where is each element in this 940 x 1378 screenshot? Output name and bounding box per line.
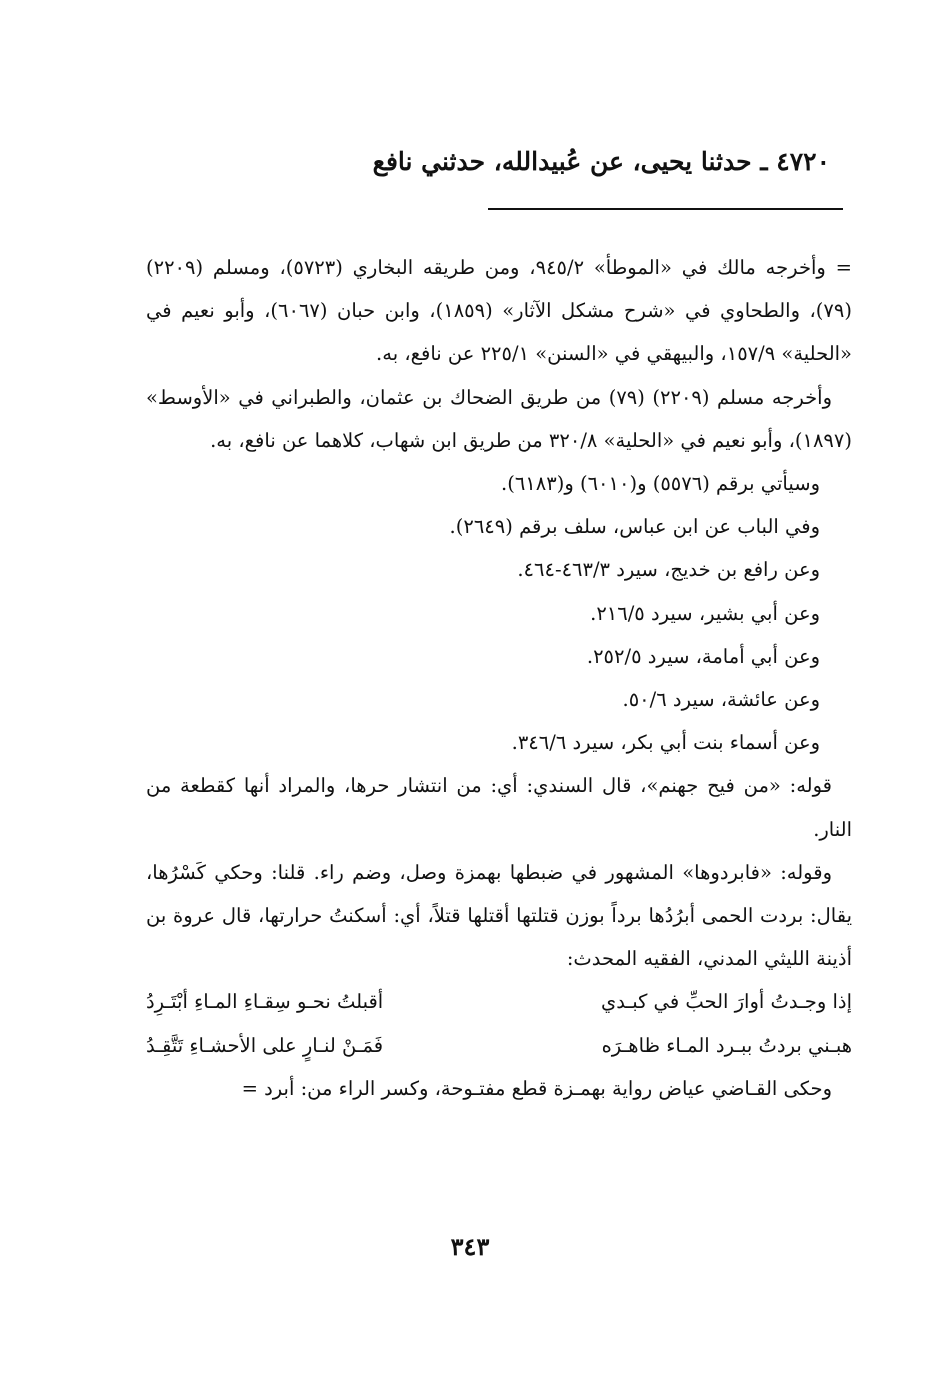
footnote-separator <box>488 208 843 210</box>
footnote-section <box>146 246 852 1110</box>
poem-verse <box>146 1024 852 1067</box>
footnote-paragraph: وحكى القـاضي عياض رواية بهمـزة قطع مفتـوحة، وكسر الراء من: أبرد = <box>241 1076 832 1100</box>
reference-line: وعن أبي أمامة، سيرد ٢٥٢/٥. <box>586 644 820 668</box>
verse-first-hemistich: هبـني بردتُ ببـرد المـاء ظاهـرَه <box>601 1033 852 1057</box>
verse-second-hemistich: فَمَـنْ لنـارٍ على الأحشـاءِ تَتَّقِـدُ <box>146 1033 384 1057</box>
verse-second-hemistich: أقبلتُ نحـو سِقـاءِ المـاءِ أبْتَـرِدُ <box>146 990 384 1014</box>
poem-verse <box>146 980 852 1023</box>
page-number: ٣٤٣ <box>450 1232 490 1261</box>
verse-first-hemistich: إذا وجـدتُ أوارَ الحبِّ في كبـدي <box>600 990 852 1014</box>
footnote-paragraph: وقوله: «فابردوها» المشهور في ضبطها بهمزة وصل، وضم راء. قلنا: وحكي كَسْرُها، يقال: بردت الحمى أبرُدُها برداً بوزن قتلتها أقتلها قتلاً، أي: أسكنتُ حرارتها، قال عروة بن أذينة الليثي المدني، الفقيه المحدث: <box>146 860 852 971</box>
reference-line: وفي الباب عن ابن عباس، سلف برقم (٢٦٤٩). <box>449 515 820 539</box>
footnote-paragraph: = وأخرجه مالك في «الموطأ» ٩٤٥/٢، ومن طريقه البخاري (٥٧٢٣)، ومسلم (٢٢٠٩) (٧٩)، والطحاوي في «شرح مشكل الآثار» (١٨٥٩)، وابن حبان (٦٠٦٧)، وأبو نعيم في «الحلية» ١٥٧/٩، والبيهقي في «السنن» ٢٢٥/١ عن نافع، به. <box>146 256 852 366</box>
reference-line: وعن رافع بن خديج، سيرد ٤٦٣/٣-٤٦٤. <box>517 558 820 582</box>
hadith-header: ٤٧٢٠ ـ حدثنا يحيى، عن عُبيدالله، حدثني نافع <box>372 147 830 176</box>
reference-line: وعن عائشة، سيرد ٥٠/٦. <box>622 688 820 712</box>
footnote-paragraph: وأخرجه مسلم (٢٢٠٩) (٧٩) من طريق الضحاك بن عثمان، والطبراني في «الأوسط» (١٨٩٧)، وأبو نعيم في «الحلية» ٣٢٠/٨ من طريق ابن شهاب، كلاهما عن نافع، به. <box>146 385 852 452</box>
reference-line: وسيأتي برقم (٥٥٧٦) و(٦٠١٠) و(٦١٨٣). <box>501 472 820 496</box>
reference-line: وعن أبي بشير، سيرد ٢١٦/٥. <box>590 601 820 625</box>
reference-line: وعن أسماء بنت أبي بكر، سيرد ٣٤٦/٦. <box>511 731 820 755</box>
footnote-paragraph: قوله: «من فيح جهنم»، قال السندي: أي: من انتشار حرها، والمراد أنها كقطعة من النار. <box>146 774 852 841</box>
